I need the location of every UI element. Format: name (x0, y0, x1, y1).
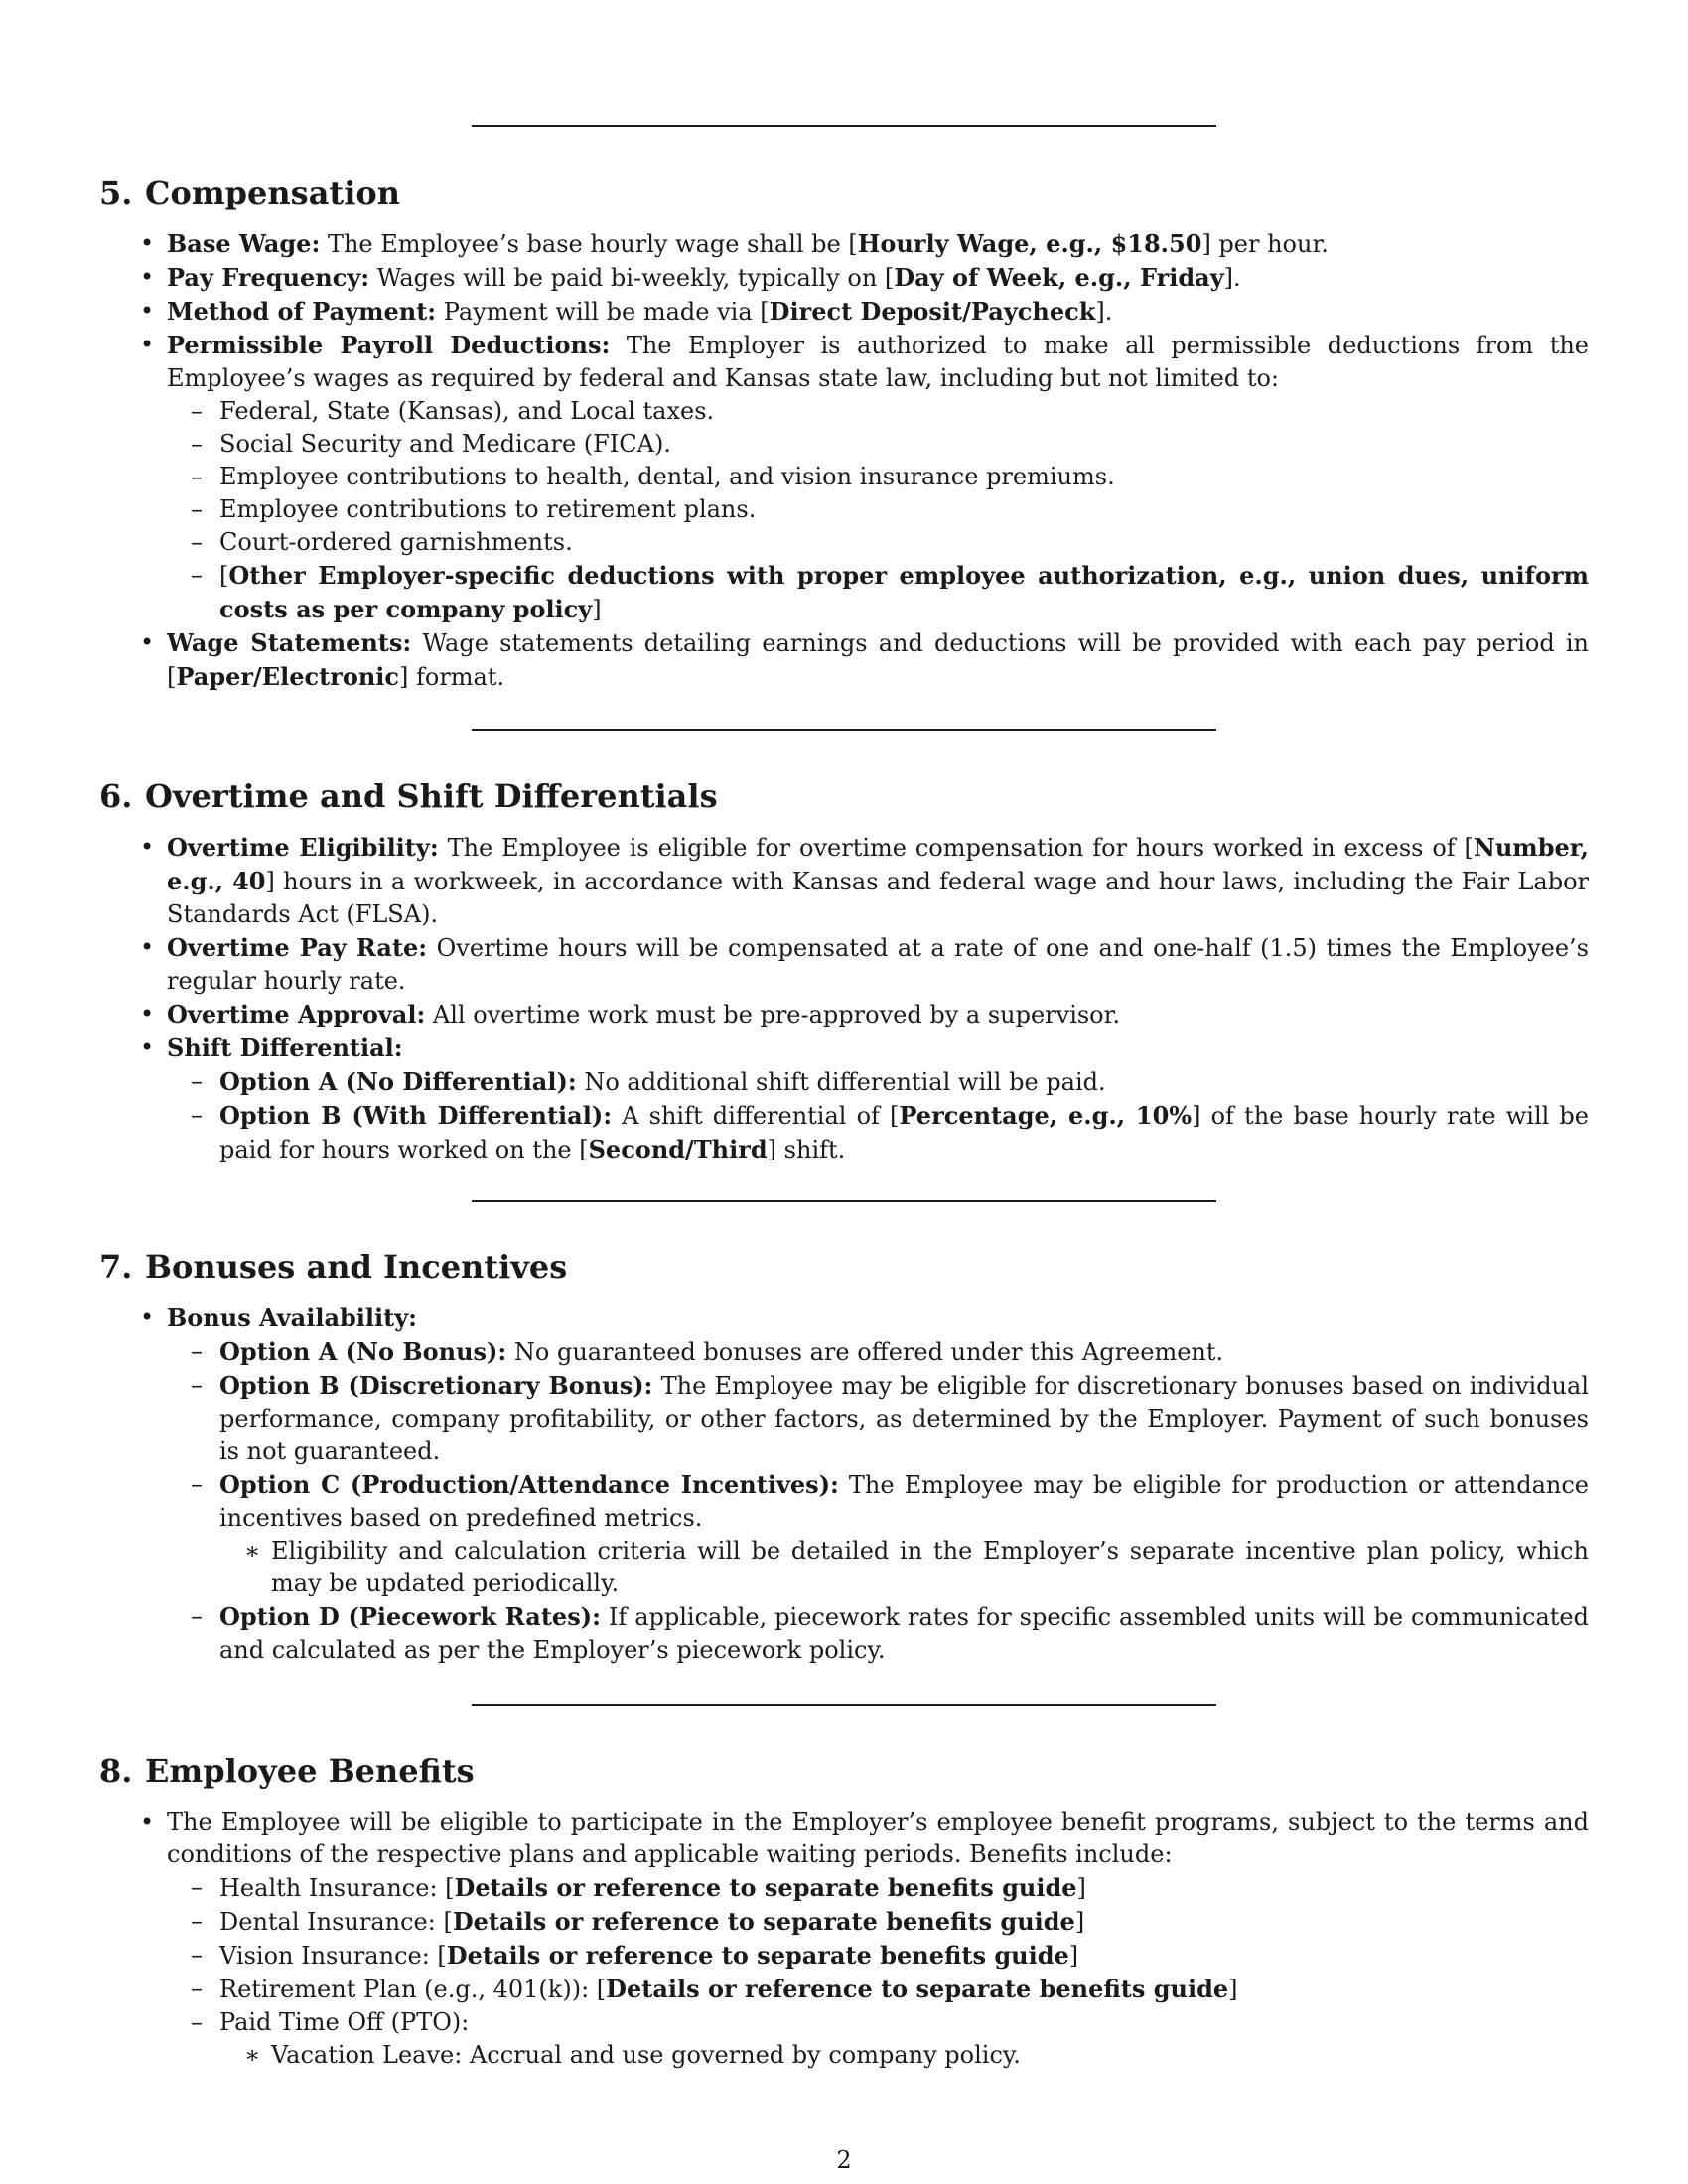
shift-options-sublist (159, 1065, 1589, 1166)
list-item: • Base Wage: The Employee’s base hourly wage shall be [Hourly Wage, e.g., $18.50] per hour. (99, 227, 1589, 261)
list-item: • Method of Payment: Payment will be made via [Direct Deposit/Paycheck]. (99, 295, 1589, 329)
deductions-sublist (159, 395, 1589, 626)
list-item: – Court-ordered garnishments. (159, 526, 1589, 559)
section-heading-benefits: 8. Employee Benefits (99, 1752, 475, 1790)
list-item: • Wage Statements: Wage statements detailing earnings and deductions will be provided with each pay period in [Paper/Electronic] format. (99, 626, 1589, 694)
page-number: 2 (836, 2146, 852, 2174)
section-heading-bonuses: 7. Bonuses and Incentives (99, 1248, 568, 1286)
list-item: • Permissible Payroll Deductions: The Employer is authorized to make all permissible deductions from the Employee’s wages as required by federal and Kansas state law, including but not limited to: – Federal, State (Kansas), and Local taxes. – Social Security and Medicare (FICA). – Employee contributions to health, dental, and vision insurance premiums. – Employee contributions to retirement plans. – Court-ordered garnishments. – [Other Employer-specific deductions with proper employee authorization, e.g., union dues, uniform costs as per company policy] (99, 329, 1589, 626)
list-item: – Vision Insurance: [Details or reference to separate benefits guide] (159, 1939, 1589, 1973)
bonus-options-sublist (159, 1335, 1589, 1667)
section-heading-overtime: 6. Overtime and Shift Differentials (99, 777, 718, 815)
incentive-sublist (219, 1535, 1589, 1600)
list-item: • The Employee will be eligible to participate in the Employer’s employee benefit programs, subject to the terms and conditions of the respective plans and applicable waiting periods. Benefits include: – Health Insurance: [Details or reference to separate benefits guide] – Dental Insurance: [Details or reference to separate benefits guide] – Vision Insurance: [Details or reference to separate benefits guide] – Retirement Plan (e.g., 401(k)): [Details or reference to separate benefits guide] – Paid Time Off (PTO): ∗ Vacation Leave: Accrual and use governed by company policy. (99, 1806, 1589, 2072)
section-divider (472, 1704, 1216, 1706)
list-item: – Option B (Discretionary Bonus): The Employee may be eligible for discretionary bonuses based on individual performance, company profitability, or other factors, as determined by the Employer. Payment of such bonuses is not guaranteed. (159, 1369, 1589, 1468)
section-divider (472, 729, 1216, 731)
list-item: • Bonus Availability: – Option A (No Bonus): No guaranteed bonuses are offered under this Agreement. – Option B (Discretionary Bonus): The Employee may be eligible for discretionary bonuses based on individual performance, company profitability, or other factors, as determined by the Employer. Payment of such bonuses is not guaranteed. – Option C (Production/Attendance Incentives): The Employee may be eligible for production or attendance incentives based on predefined metrics. ∗ Eligibility and calculation criteria will be detailed in the Employer’s separate incentive plan policy, which may be updated periodically. – Option D (Piecework Rates): If applicable, piecework rates for specific assembled units will be communicated and calculated as per the Employer’s piecework policy. (99, 1301, 1589, 1667)
list-item: • Shift Differential: – Option A (No Differential): No additional shift differential will be paid. – Option B (With Differential): A shift differential of [Percentage, e.g., 10%] of the base hourly rate will be paid for hours worked on the [Second/Third] shift. (99, 1031, 1589, 1166)
list-item: – Option D (Piecework Rates): If applicable, piecework rates for specific assembled units will be communicated and calculated as per the Employer’s piecework policy. (159, 1600, 1589, 1667)
list-item: – [Other Employer-specific deductions with proper employee authorization, e.g., union dues, uniform costs as per company policy] (159, 559, 1589, 626)
section-divider (472, 1200, 1216, 1202)
list-item: – Social Security and Medicare (FICA). (159, 428, 1589, 461)
list-item: – Employee contributions to retirement plans. (159, 493, 1589, 526)
list-item: – Health Insurance: [Details or reference to separate benefits guide] (159, 1871, 1589, 1905)
benefits-list (99, 1806, 1589, 2072)
overtime-list (99, 831, 1589, 1166)
list-item: – Option C (Production/Attendance Incentives): The Employee may be eligible for production or attendance incentives based on predefined metrics. ∗ Eligibility and calculation criteria will be detailed in the Employer’s separate incentive plan policy, which may be updated periodically. (159, 1468, 1589, 1600)
page-content (99, 0, 1589, 2184)
section-divider (472, 125, 1216, 127)
benefits-sublist (159, 1871, 1589, 2072)
bonuses-list (99, 1301, 1589, 1667)
section-heading-compensation: 5. Compensation (99, 174, 400, 211)
pto-sublist (219, 2039, 1589, 2072)
list-item: – Employee contributions to health, dental, and vision insurance premiums. (159, 461, 1589, 493)
list-item: ∗ Vacation Leave: Accrual and use governed by company policy. (219, 2039, 1589, 2072)
list-item: – Paid Time Off (PTO): ∗ Vacation Leave: Accrual and use governed by company policy. (159, 2006, 1589, 2072)
list-item: ∗ Eligibility and calculation criteria will be detailed in the Employer’s separate incentive plan policy, which may be updated periodically. (219, 1535, 1589, 1600)
compensation-list (99, 227, 1589, 694)
list-item: • Overtime Eligibility: The Employee is eligible for overtime compensation for hours worked in excess of [Number, e.g., 40] hours in a workweek, in accordance with Kansas and federal wage and hour laws, including the Fair Labor Standards Act (FLSA). (99, 831, 1589, 931)
list-item: – Option B (With Differential): A shift differential of [Percentage, e.g., 10%] of the base hourly rate will be paid for hours worked on the [Second/Third] shift. (159, 1099, 1589, 1166)
list-item: – Option A (No Differential): No additional shift differential will be paid. (159, 1065, 1589, 1099)
list-item: – Federal, State (Kansas), and Local taxes. (159, 395, 1589, 428)
list-item: – Dental Insurance: [Details or reference to separate benefits guide] (159, 1905, 1589, 1939)
list-item: • Overtime Approval: All overtime work must be pre-approved by a supervisor. (99, 998, 1589, 1031)
list-item: – Option A (No Bonus): No guaranteed bonuses are offered under this Agreement. (159, 1335, 1589, 1369)
list-item: – Retirement Plan (e.g., 401(k)): [Details or reference to separate benefits guide] (159, 1973, 1589, 2006)
list-item: • Pay Frequency: Wages will be paid bi-weekly, typically on [Day of Week, e.g., Friday]. (99, 261, 1589, 295)
list-item: • Overtime Pay Rate: Overtime hours will be compensated at a rate of one and one-half (1.5) times the Employee’s regular hourly rate. (99, 931, 1589, 998)
